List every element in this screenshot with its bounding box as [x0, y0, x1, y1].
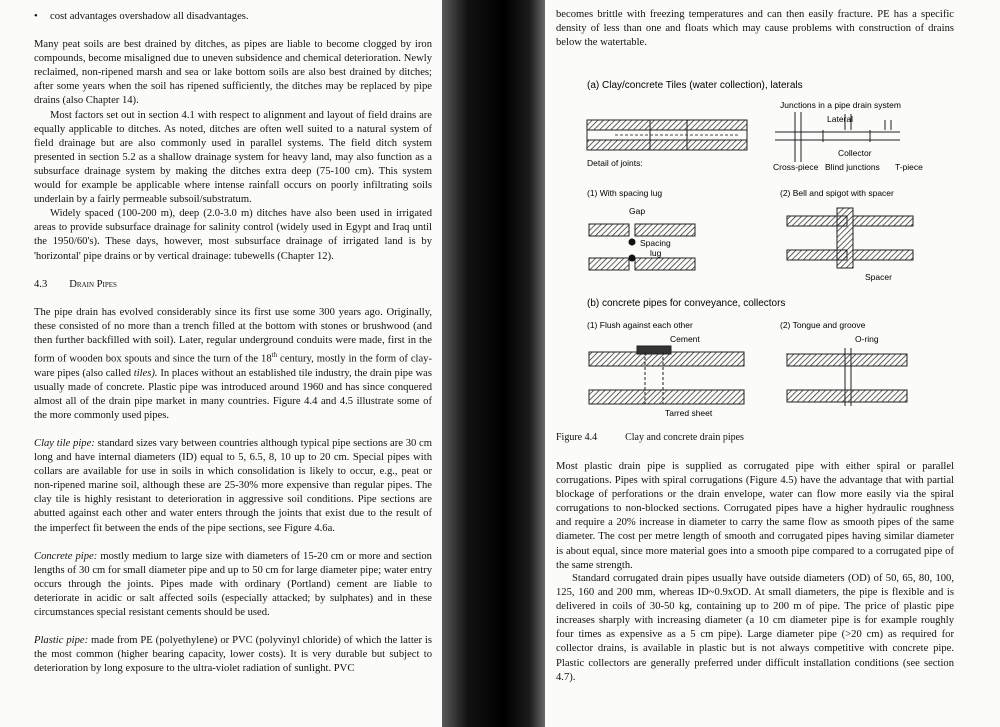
spacing-lug-title: (1) With spacing lug	[587, 188, 663, 198]
figure-drain-pipes	[555, 72, 975, 422]
right-page	[545, 0, 1000, 727]
paragraph-widely-spaced: Widely spaced (100-200 m), deep (2.0-3.0 m) ditches have also been used in irrigated areas to provide subsurface drainage for salinity control (widely used in Egypt and Iraq until the 1950/60's). These days, however, most subsurface drainage of irrigated land is by 'horizontal' pipe drains or by vertical drainage: tubewells (Chapter 12).	[34, 208, 432, 262]
collector-label: Collector	[838, 148, 872, 158]
left-column	[34, 10, 432, 676]
spacer-label: Spacer	[865, 272, 892, 282]
bell-spigot-drawing	[787, 208, 913, 268]
paragraph-concrete-pipe: Concrete pipe: mostly medium to large size with diameters of 15-20 cm or more and section lengths of 30 cm for small diameter pipe and up to 50 cm for large diameter pipe; water entry occurs through the joints. Pipes made with ordinary (Portland) cement are liable to deteriorate in acidic or salt affected soils (especially attacked; by sulphates) and in these circumstances special resistant cements should be used.	[34, 550, 432, 618]
bell-spigot-title: (2) Bell and spigot with spacer	[780, 188, 894, 198]
tarred-sheet-label: Tarred sheet	[665, 408, 713, 418]
paragraph-plastic-pipe: Plastic pipe: made from PE (polyethylene) or PVC (polyvinyl chloride) of which the latter is the most common (higher bearing capacity, lower costs). It is very durable but subject to deterioration by long exposure to the ultra-violet radiation of sunlight. PVC	[34, 635, 432, 675]
gap-label: Gap	[629, 206, 646, 216]
paragraph-clay-tile: Clay tile pipe: standard sizes vary between countries although typical pipe sections are 30 cm long and have internal diameters (ID) equal to 5, 6.5, 8, 10 up to 20 cm. Special pipes with collars are available for use in soils in which consolidation is likely to occur, e.g., peat or non-ripened marine soil, although these are 25-30% more expensive than regular pipes. The clay tile is highly resistant to deterioration in aggressive soil conditions. Pipe sections are abutted against each other and water enters through the joints that exist due to the result of the imperfect fit between the ends of the pipe sections, see Figure 4.6a.	[34, 437, 432, 534]
paragraph-ditch-factors: Most factors set out in section 4.1 with respect to alignment and layout of field drains are equally applicable to ditches. As noted, ditches are often well suited to a natural system of field drainage but are also commonly used in parallel systems. The field ditch system presented in section 5.2 as a shallow drainage system for heavy land, may also function as a subsurface drainage system by making the ditches extra deep (75-100 cm). This system would for example be applicable where intense rainfall occurs on poorly infiltrating soils underlain by a fairly permeable subsoil/substratum.	[34, 109, 432, 206]
o-ring-label: O-ring	[855, 334, 879, 344]
paragraph-standard-sizes: Standard corrugated drain pipes usually have outside diameters (OD) of 50, 65, 80, 100, 125, 160 and 200 mm, whereas ID~0.9xOD. At small diameters, the pipe is flexible and is delivered in coils of 30-50 kg, containing up to 200 m of pipe. The price of plastic pipe increases sharply with increasing diameter (a 10 cm diameter pipe is for example roughly four times as expensive as a 5 cm pipe). Large diameter pipe (>20 cm) as required for collector drains, is available in plastic but is not always competitive with concrete pipe. Plastic collectors are generally preferred under difficult installation conditions (see section 4.7).	[556, 573, 954, 683]
section-heading: 4.3 Drain Pipes	[34, 278, 117, 290]
figure-caption: Figure 4.4 Clay and concrete drain pipes	[556, 432, 744, 443]
paragraph-peat-soils: Many peat soils are best drained by ditches, as pipes are liable to become clogged by iron compounds, become misaligned due to uneven subsidence and chemical deterioration. Newly reclaimed, non-ripened marsh and sea or lake bottom soils are also best drained by ditches; after some years when the soil has ripened sufficiently, the ditches may be replaced by pipe drains (also Chapter 14).	[34, 39, 432, 107]
blind-junctions-label: Blind junctions	[825, 162, 880, 172]
cement-label: Cement	[670, 334, 700, 344]
lateral-label: Lateral	[827, 114, 853, 124]
detail-of-joints: Detail of joints:	[587, 158, 643, 168]
section-b-label: (b) concrete pipes for conveyance, collectors	[587, 298, 786, 309]
bullet-dot: •	[34, 11, 38, 22]
spacing-label: Spacing	[640, 238, 671, 248]
paragraph-pipe-history: The pipe drain has evolved considerably since its first use some 300 years ago. Originally, these consisted of no more than a trench filled at the bottom with stones or brushwood (and then further backfilled with soil). Later, regular underground conduits were made, first in the form of wooden box spouts and since the turn of the 18th century, mostly in the form of clay-ware pipes (also called tiles). In places without an established tile industry, the drain pipe was usually made of concrete. Plastic pipe was introduced around 1960 and has since conquered almost all of the drain pipe market in many countries. Figure 4.4 and 4.5 illustrate some of the more commonly used pipes.	[34, 306, 432, 421]
tile-pipe-drawing	[587, 120, 747, 150]
tongue-groove-drawing	[787, 348, 907, 406]
cross-piece-label: Cross-piece	[773, 162, 819, 172]
bullet-item: • cost advantages overshadow all disadvantages.	[34, 10, 432, 24]
book-gutter	[442, 0, 545, 727]
left-page	[0, 0, 442, 727]
lug-label: lug	[650, 248, 662, 258]
section-a-label: (a) Clay/concrete Tiles (water collection), laterals	[587, 80, 803, 91]
t-piece-label: T-piece	[895, 162, 923, 172]
flush-drawing	[589, 346, 744, 404]
flush-title: (1) Flush against each other	[587, 320, 693, 330]
junctions-title: Junctions in a pipe drain system	[780, 100, 901, 110]
tongue-groove-title: (2) Tongue and groove	[780, 320, 866, 330]
paragraph-brittle: becomes brittle with freezing temperatures and can then easily fracture. PE has a specific density of less than one and floats which may cause problems with construction of drains below the watertable.	[556, 9, 954, 49]
paragraph-corrugated: Most plastic drain pipe is supplied as corrugated pipe with either spiral or parallel corrugations. Pipes with spiral corrugations (Figure 4.5) have the advantage that with partial blockage of perforations or the drain envelope, water can flow more easily via the spiral corrugations to non-blocked sections. Corrugated pipes have a higher hydraulic roughness and require a 20% increase in diameter to carry the same flow as smooth pipes of the same diameter. The cost per metre length of smooth and corrugated pipes having similar diameter is about equal, since more material goes into a smooth pipe compared to a corrugated pipe of the same strength.	[556, 461, 954, 571]
